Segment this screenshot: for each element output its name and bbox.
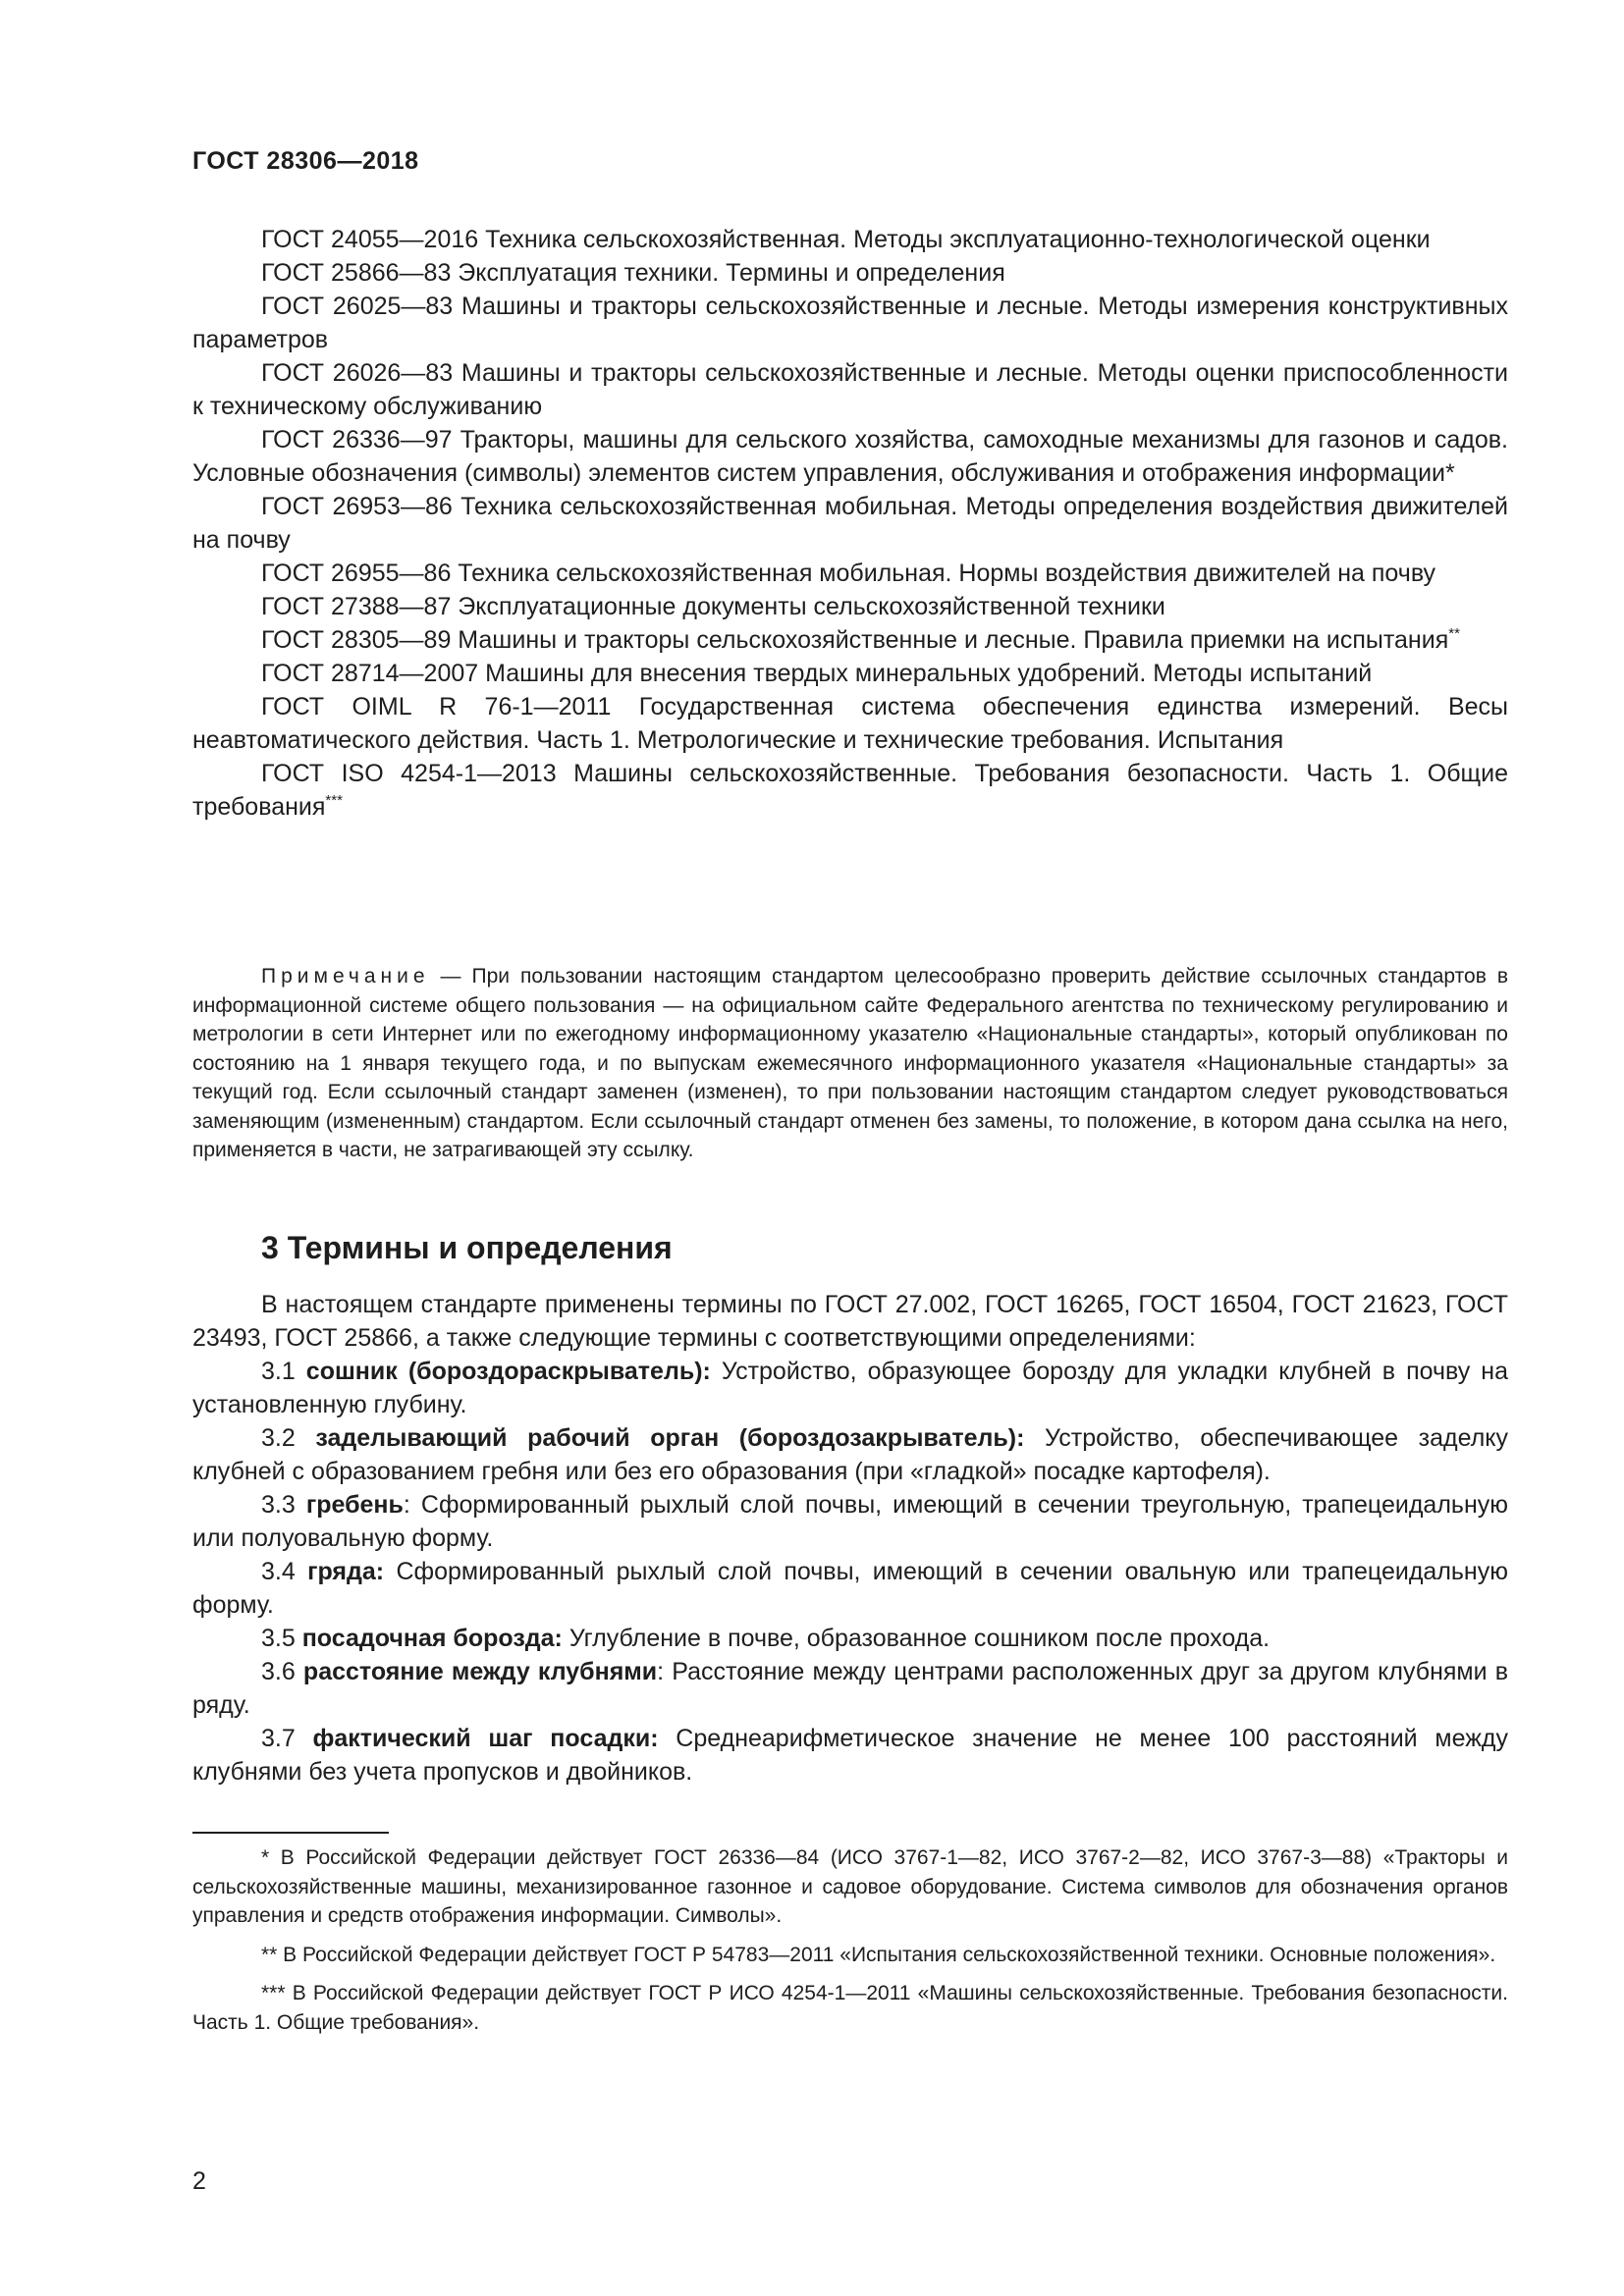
note-paragraph: [192, 962, 1508, 1165]
reference-item: ГОСТ 26025—83 Машины и тракторы сельскохозяйственные и лесные. Методы измерения конструктивных параметров: [192, 293, 1508, 353]
note-label: Примечание: [261, 965, 430, 988]
reference-item: ГОСТ 26955—86 Техника сельскохозяйственная мобильная. Нормы воздействия движителей на почву: [261, 560, 1436, 587]
term-name: гребень: [305, 1491, 404, 1519]
term-name: гряда:: [307, 1558, 385, 1585]
note-text: — При пользовании настоящим стандартом целесообразно проверить действие ссылочных стандартов в информационной системе общего пользования — на официальном сайте Федерального агентства по техническому регулированию и метрологии в сети Интернет или по ежегодному информационному указателю «Национальные стандарты», который опубликован по состоянию на 1 января текущего года, и по выпускам ежемесячного информационного указателя «Национальные стандарты» за текущий год. Если ссылочный стандарт заменен (изменен), то при пользовании настоящим стандартом следует руководствоваться заменяющим (измененным) стандартом. Если ссылочный стандарт отменен без замены, то положение, в котором дана ссылка на него, применяется в части, не затрагивающей эту ссылку.: [192, 965, 1508, 1161]
reference-item: ГОСТ ISO 4254-1—2013 Машины сельскохозяйственные. Требования безопасности. Часть 1. Общие требования***: [192, 760, 1508, 821]
footnote-item: *** В Российской Федерации действует ГОСТ Р ИСО 4254-1—2011 «Машины сельскохозяйственные. Требования безопасности. Часть 1. Общие требования».: [192, 1982, 1508, 2034]
reference-item: ГОСТ 26336—97 Тракторы, машины для сельского хозяйства, самоходные механизмы для газонов и садов. Условные обозначения (символы) элементов систем управления, обслуживания и отображения информации*: [192, 426, 1508, 487]
term-item: 3.6 расстояние между клубнями: Расстояние между центрами расположенных друг за другом клубнями в ряду.: [192, 1658, 1509, 1719]
page-number: 2: [192, 2167, 206, 2195]
term-name: фактический шаг посадки:: [312, 1725, 659, 1752]
term-name: сошник (бороздораскрыватель):: [305, 1358, 711, 1385]
term-item: 3.5 посадочная борозда: Углубление в почве, образованное сошником после прохода.: [261, 1625, 1271, 1652]
reference-item: ГОСТ OIML R 76-1—2011 Государственная система обеспечения единства измерений. Весы неавтоматического действия. Часть 1. Метрологические и технические требования. Испытания: [192, 693, 1508, 754]
term-item: 3.7 фактический шаг посадки: Среднеарифметическое значение не менее 100 расстояний между клубнями без учета пропусков и двойников.: [192, 1725, 1509, 1786]
term-item: 3.4 гряда: Сформированный рыхлый слой почвы, имеющий в сечении овальную или трапецеидальную форму.: [192, 1558, 1508, 1619]
reference-item: ГОСТ 24055—2016 Техника сельскохозяйственная. Методы эксплуатационно-технологической оценки: [261, 226, 1431, 253]
term-item: 3.2 заделывающий рабочий орган (бороздозакрыватель): Устройство, обеспечивающее заделку клубней с образованием гребня или без его образования (при «гладкой» посадке картофеля).: [192, 1424, 1509, 1485]
document-header: ГОСТ 28306—2018: [192, 147, 419, 175]
footnote-divider: [192, 1832, 389, 1834]
reference-item: ГОСТ 28714—2007 Машины для внесения твердых минеральных удобрений. Методы испытаний: [261, 660, 1373, 687]
reference-item: ГОСТ 26953—86 Техника сельскохозяйственная мобильная. Методы определения воздействия движителей на почву: [192, 493, 1508, 554]
term-name: посадочная борозда:: [301, 1625, 563, 1652]
term-name: расстояние между клубнями: [302, 1658, 658, 1685]
section-title: 3 Термины и определения: [261, 1230, 673, 1265]
reference-item: ГОСТ 27388—87 Эксплуатационные документы сельскохозяйственной техники: [261, 593, 1165, 620]
terms-list: [192, 1288, 1508, 1789]
section-intro: В настоящем стандарте применены термины по ГОСТ 27.002, ГОСТ 16265, ГОСТ 16504, ГОСТ 21623, ГОСТ 23493, ГОСТ 25866, а также следующие термины с соответствующими определениями:: [192, 1291, 1508, 1352]
term-item: 3.1 сошник (бороздораскрыватель): Устройство, образующее борозду для укладки клубней в почву на установленную глубину.: [192, 1358, 1509, 1418]
footnote-item: * В Российской Федерации действует ГОСТ 26336—84 (ИСО 3767-1—82, ИСО 3767-2—82, ИСО 3767-3—88) «Тракторы и сельскохозяйственные машины, механизированное газонное и садовое оборудование. Система символов для обозначения органов управления и средств отображения информации. Символы».: [192, 1846, 1508, 1927]
footnotes: [192, 1843, 1508, 2047]
normative-references-list: [192, 223, 1508, 824]
reference-item: ГОСТ 25866—83 Эксплуатация техники. Термины и определения: [261, 259, 1005, 287]
reference-item: ГОСТ 28305—89 Машины и тракторы сельскохозяйственные и лесные. Правила приемки на испытания**: [261, 625, 1460, 654]
footnote-item: ** В Российской Федерации действует ГОСТ Р 54783—2011 «Испытания сельскохозяйственной техники. Основные положения».: [261, 1943, 1496, 1966]
term-item: 3.3 гребень: Сформированный рыхлый слой почвы, имеющий в сечении треугольную, трапецеидальную или полуовальную форму.: [192, 1491, 1508, 1552]
reference-item: ГОСТ 26026—83 Машины и тракторы сельскохозяйственные и лесные. Методы оценки приспособленности к техническому обслуживанию: [192, 359, 1508, 420]
term-name: заделывающий рабочий орган (бороздозакрыватель):: [315, 1424, 1025, 1452]
